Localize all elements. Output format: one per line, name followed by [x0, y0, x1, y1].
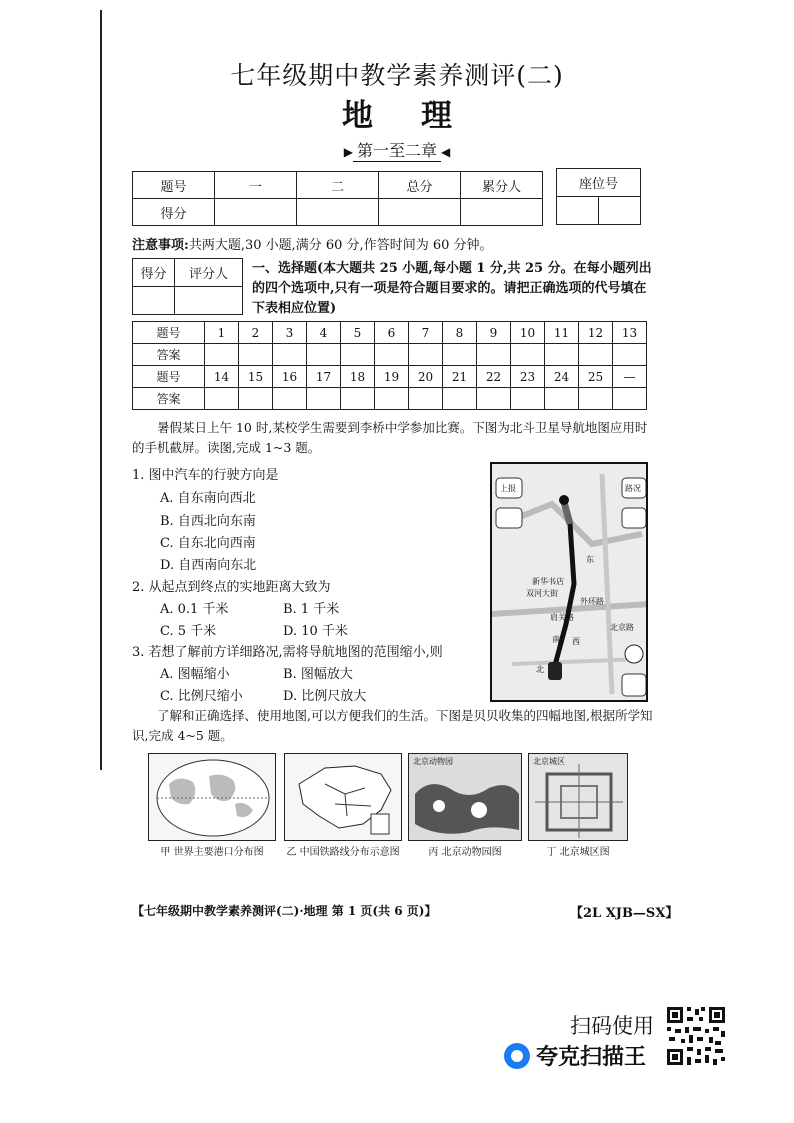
- map-label: 路况: [625, 484, 641, 493]
- triangle-left-icon: ◀: [441, 145, 451, 159]
- map-label: 外环路: [580, 597, 604, 606]
- answer-number-cell: 23: [511, 366, 545, 388]
- answer-input-cell[interactable]: [205, 344, 239, 366]
- zoo-map-drawing: [409, 754, 522, 841]
- answer-a-label: 答案: [133, 344, 205, 366]
- map-label: 肩关路: [550, 613, 574, 622]
- option[interactable]: B. 1 千米: [283, 602, 340, 617]
- answer-number-cell: 4: [307, 322, 341, 344]
- car-icon: [548, 662, 562, 680]
- map-inner-label: 北京动物园: [413, 757, 453, 766]
- score-cell: 得分: [133, 199, 215, 226]
- answer-input-cell[interactable]: [307, 388, 341, 410]
- map-inner-label: 北京城区: [533, 757, 565, 766]
- answer-input-cell[interactable]: [239, 388, 273, 410]
- answer-input-cell[interactable]: [273, 388, 307, 410]
- answer-number-cell: 8: [443, 322, 477, 344]
- answer-input-cell[interactable]: [477, 388, 511, 410]
- option[interactable]: C. 比例尺缩小: [160, 689, 243, 704]
- map-label: 新华书店: [532, 577, 564, 586]
- answer-number-cell: 16: [273, 366, 307, 388]
- grader-label: 评分人: [175, 259, 243, 287]
- answer-number-cell: 9: [477, 322, 511, 344]
- section1-instructions: 一、选择题(本大题共 25 小题,每小题 1 分,共 25 分。在每小题列出的四个选项中,只有一项是符合题目要求的。请把正确选项的代号填在下表相应位置): [252, 261, 652, 316]
- answer-input-cell[interactable]: [341, 388, 375, 410]
- answer-number-cell: 19: [375, 366, 409, 388]
- answer-number-cell: 22: [477, 366, 511, 388]
- question-stem: 2. 从起点到终点的实地距离大致为: [132, 580, 331, 595]
- score-cell: 累分人: [461, 172, 543, 199]
- answer-input-cell[interactable]: [205, 388, 239, 410]
- question-1: [132, 464, 279, 483]
- answer-number-cell: 20: [409, 366, 443, 388]
- answer-input-cell[interactable]: [409, 388, 443, 410]
- answer-input-cell[interactable]: [579, 388, 613, 410]
- score-cell: 一: [215, 172, 297, 199]
- answer-input-cell[interactable]: [613, 344, 647, 366]
- passage-1: 暑假某日上午 10 时,某校学生需要到李桥中学参加比赛。下图为北斗卫星导航地图应用时的手机截屏。读图,完成 1~3 题。: [132, 420, 648, 455]
- option[interactable]: B. 图幅放大: [283, 667, 353, 682]
- question-stem: 1. 图中汽车的行驶方向是: [132, 468, 279, 483]
- score-input-cell[interactable]: [379, 199, 461, 226]
- scan-prompt: 扫码使用: [570, 1014, 654, 1038]
- answer-table: [132, 321, 647, 410]
- answer-input-cell[interactable]: [545, 388, 579, 410]
- option[interactable]: B. 自西北向东南: [160, 514, 256, 529]
- question-stem: 3. 若想了解前方详细路况,需将导航地图的范围缩小,则: [132, 645, 443, 660]
- answer-number-cell: 3: [273, 322, 307, 344]
- notice: [132, 234, 493, 253]
- answer-input-cell[interactable]: [477, 344, 511, 366]
- answer-number-cell: 1: [205, 322, 239, 344]
- beijing-zoo-map: [408, 753, 522, 841]
- map-caption: 丙 北京动物园图: [428, 847, 502, 858]
- score-input-cell[interactable]: [215, 199, 297, 226]
- quark-logo-icon: [504, 1043, 530, 1069]
- chapter-label: 第一至二章: [353, 138, 441, 162]
- answer-input-cell[interactable]: [273, 344, 307, 366]
- score-table: [132, 171, 543, 226]
- page-footer-left: 【七年级期中教学素养测评(二)·地理 第 1 页(共 6 页)】: [132, 904, 437, 918]
- answer-input-cell[interactable]: [307, 344, 341, 366]
- answer-input-cell[interactable]: [409, 344, 443, 366]
- answer-input-cell[interactable]: [545, 344, 579, 366]
- china-map-drawing: [285, 754, 402, 841]
- triangle-right-icon: ▶: [343, 145, 353, 159]
- answer-number-cell: 15: [239, 366, 273, 388]
- option[interactable]: C. 自东北向西南: [160, 536, 256, 551]
- map-label: 北京路: [610, 623, 634, 632]
- map-caption: 乙 中国铁路线分布示意图: [286, 847, 400, 858]
- notice-text: 共两大题,30 小题,满分 60 分,作答时间为 60 分钟。: [188, 238, 493, 253]
- map-label: 北: [536, 665, 544, 674]
- navigation-map: [490, 462, 648, 702]
- option[interactable]: C. 5 千米: [160, 624, 217, 639]
- answer-number-cell: —: [613, 366, 647, 388]
- answer-number-cell: 2: [239, 322, 273, 344]
- answer-input-cell[interactable]: [341, 344, 375, 366]
- navigation-map-drawing: [492, 464, 648, 702]
- seat-table: [556, 168, 641, 225]
- map-caption: 丁 北京城区图: [546, 847, 610, 858]
- answer-number-cell: 21: [443, 366, 477, 388]
- answer-q-label: 题号: [133, 366, 205, 388]
- beijing-city-map: [528, 753, 628, 841]
- answer-number-cell: 11: [545, 322, 579, 344]
- answer-input-cell[interactable]: [375, 344, 409, 366]
- score-input-cell[interactable]: [297, 199, 379, 226]
- answer-input-cell[interactable]: [613, 388, 647, 410]
- map-caption: 甲 世界主要港口分布图: [160, 847, 264, 858]
- page-footer-right: 【2L XJB—SX】: [570, 906, 679, 921]
- answer-number-cell: 7: [409, 322, 443, 344]
- answer-q-label: 题号: [133, 322, 205, 344]
- compass-icon: [625, 645, 643, 663]
- world-ports-map: [148, 753, 276, 841]
- answer-input-cell[interactable]: [443, 344, 477, 366]
- passage-2: 了解和正确选择、使用地图,可以方便我们的生活。下图是贝贝收集的四幅地图,根据所学知识,完成 4~5 题。: [132, 708, 653, 743]
- answer-a-label: 答案: [133, 388, 205, 410]
- grader-table: [132, 258, 243, 315]
- map-label: 南: [552, 635, 560, 644]
- china-railway-map: [284, 753, 402, 841]
- option[interactable]: D. 比例尺放大: [283, 689, 367, 704]
- destination-marker: [559, 495, 569, 505]
- grader-input-cell[interactable]: [133, 287, 175, 315]
- answer-input-cell[interactable]: [579, 344, 613, 366]
- city-map-drawing: [529, 754, 628, 841]
- answer-number-cell: 13: [613, 322, 647, 344]
- question-2: [132, 576, 331, 595]
- answer-input-cell[interactable]: [511, 344, 545, 366]
- world-map-drawing: [149, 754, 276, 841]
- scanner-brand-name: 夸克扫描王: [536, 1045, 647, 1070]
- exam-title: 七年级期中教学素养测评(二): [230, 61, 564, 90]
- score-cell: 二: [297, 172, 379, 199]
- seat-input-cell[interactable]: [599, 197, 641, 225]
- answer-input-cell[interactable]: [239, 344, 273, 366]
- map-label: 西: [572, 637, 580, 646]
- answer-number-cell: 17: [307, 366, 341, 388]
- score-input-cell[interactable]: [461, 199, 543, 226]
- answer-input-cell[interactable]: [375, 388, 409, 410]
- answer-number-cell: 24: [545, 366, 579, 388]
- map-label: 东: [586, 555, 594, 564]
- answer-number-cell: 12: [579, 322, 613, 344]
- option[interactable]: D. 10 千米: [283, 624, 348, 639]
- option[interactable]: A. 0.1 千米: [160, 602, 229, 617]
- grader-score-label: 得分: [133, 259, 175, 287]
- answer-number-cell: 10: [511, 322, 545, 344]
- score-cell: 总分: [379, 172, 461, 199]
- qr-code-icon[interactable]: [665, 1005, 727, 1067]
- seat-input-cell[interactable]: [557, 197, 599, 225]
- grader-input-cell[interactable]: [175, 287, 243, 315]
- subject-title: 地理: [342, 98, 500, 134]
- answer-input-cell[interactable]: [443, 388, 477, 410]
- option[interactable]: A. 自东南向西北: [160, 491, 256, 506]
- answer-input-cell[interactable]: [511, 388, 545, 410]
- notice-label: 注意事项:: [132, 238, 189, 253]
- option[interactable]: A. 图幅缩小: [160, 667, 230, 682]
- answer-number-cell: 25: [579, 366, 613, 388]
- answer-number-cell: 5: [341, 322, 375, 344]
- seat-label: 座位号: [557, 169, 641, 197]
- score-cell: 题号: [133, 172, 215, 199]
- question-3: [132, 641, 443, 660]
- option[interactable]: D. 自西南向东北: [160, 558, 257, 573]
- chapter-range: [0, 138, 794, 162]
- map-label: 双河大街: [526, 589, 558, 598]
- answer-number-cell: 6: [375, 322, 409, 344]
- answer-number-cell: 18: [341, 366, 375, 388]
- answer-number-cell: 14: [205, 366, 239, 388]
- map-label: 上报: [500, 484, 516, 493]
- scanner-brand: [504, 1040, 646, 1071]
